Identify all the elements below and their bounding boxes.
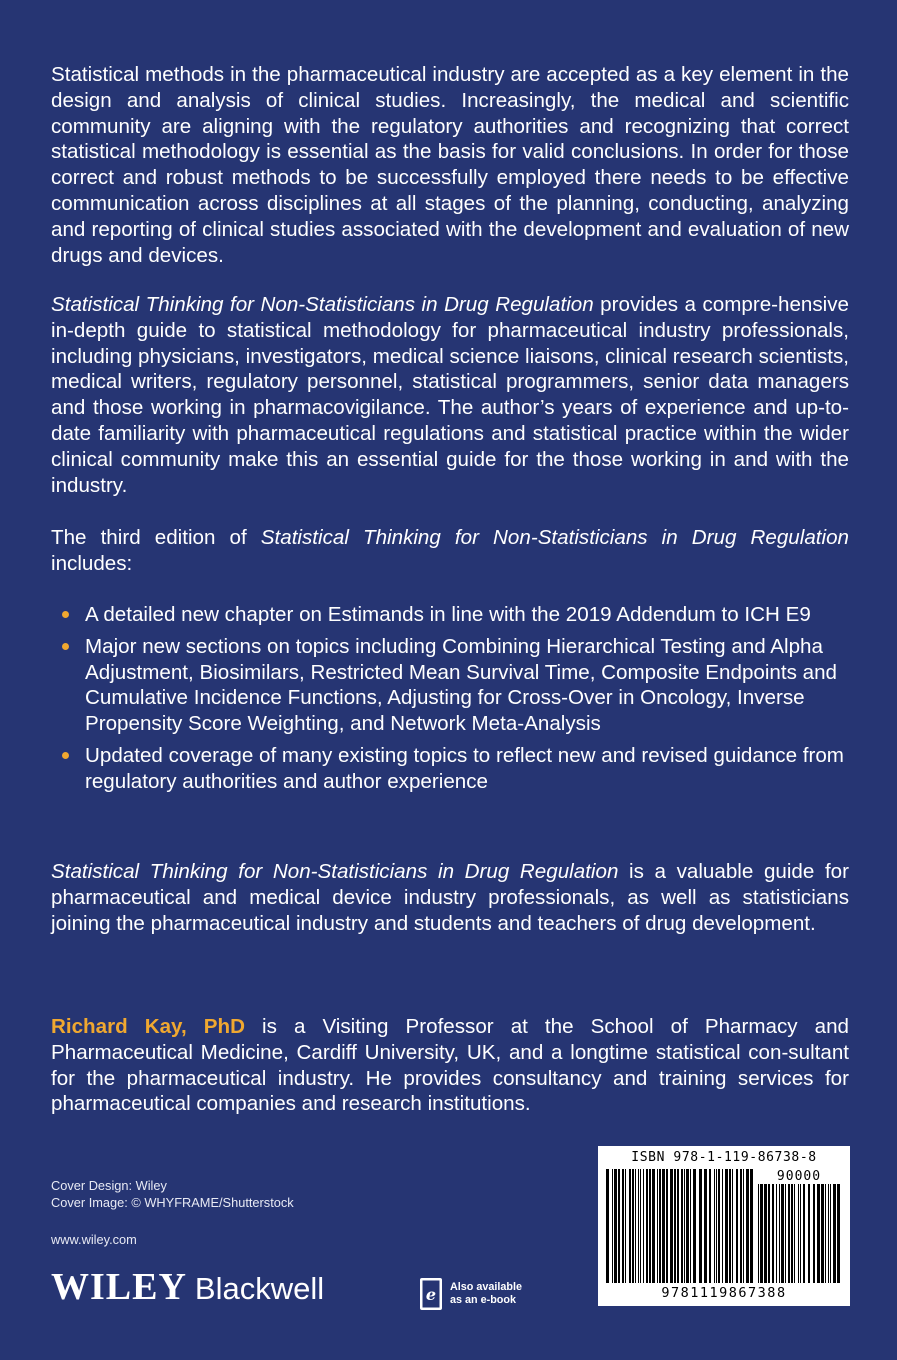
barcode-bar: [622, 1169, 624, 1283]
barcode-bar: [699, 1169, 702, 1283]
author-bio-paragraph: [51, 1014, 849, 1117]
barcode-bar: [821, 1184, 824, 1283]
barcode-bar: [618, 1169, 620, 1283]
ebook-badge: [418, 1277, 534, 1311]
author-bio-text: is a Visiting Professor at the School of Pharmacy and Pharmaceutical Medicine, Cardiff University, UK, and a longtime statistical con-sultant for the pharmaceutical industry. He provides consultancy and training services for pharmaceutical companies and research institutions.: [51, 1015, 849, 1116]
bullet-dot-icon: [62, 611, 69, 618]
barcode-bar: [686, 1169, 689, 1283]
description-text: provides a compre-hensive in-depth guide to statistical methodology for pharmaceutical industry professionals, including physicians, investigators, medical science liaisons, clinical research scientists, medical writers, regulatory personnel, statistical programmers, senior data managers and those working in pharmacovigilance. The author’s years of experience and up-to-date familiarity with pharmaceutical regulations and statistical practice within the wider clinical community make this an essential guide for the those working in and with the industry.: [51, 293, 849, 497]
author-name: Richard Kay, PhD: [51, 1015, 245, 1038]
barcode-bar: [690, 1169, 691, 1283]
summary-paragraph: [51, 859, 849, 936]
barcode-bar: [640, 1169, 641, 1283]
barcode-bar: [732, 1169, 733, 1283]
barcode-bar: [632, 1169, 634, 1283]
barcode-bar: [736, 1169, 738, 1283]
barcode-bar: [729, 1169, 731, 1283]
summary-text: is a valuable guide for pharmaceutical and medical device industry professionals, as well as statisticians joining the pharmaceutical industry and students and teachers of drug development.: [51, 860, 849, 935]
barcode-bar: [772, 1184, 774, 1283]
barcode-bar: [785, 1184, 786, 1283]
e-book-icon: [418, 1277, 444, 1311]
book-title-italic: Statistical Thinking for Non-Statisticians in Drug Regulation: [51, 860, 619, 883]
barcode-bar: [791, 1184, 793, 1283]
barcode-bar: [635, 1169, 636, 1283]
barcode-bar: [794, 1184, 795, 1283]
barcode-bar: [643, 1169, 644, 1283]
publisher-url[interactable]: www.wiley.com: [51, 1232, 137, 1247]
barcode-bar: [825, 1184, 826, 1283]
barcode-bar: [722, 1169, 723, 1283]
barcode-bar: [677, 1169, 679, 1283]
isbn-label: ISBN 978-1-119-86738-8: [631, 1150, 817, 1165]
barcode-bar: [740, 1169, 742, 1283]
barcode-bar: [606, 1169, 609, 1283]
cover-credits: [51, 1177, 294, 1211]
barcode-bar: [716, 1169, 717, 1283]
list-item-text: Major new sections on topics including Combining Hierarchical Testing and Alpha Adjustment, Biosimilars, Restricted Mean Survival Time, Composite Endpoints and Cumulative Incidence Functions, Adjusting for Cross-Over in Oncology, Inverse Propensity Score Weighting, and Network Meta-Analysis: [85, 634, 837, 736]
barcode-bar: [709, 1169, 711, 1283]
barcode-bar: [760, 1184, 763, 1283]
barcode-bar: [612, 1169, 613, 1283]
barcode-bar: [828, 1184, 829, 1283]
svg-text:e: e: [425, 1285, 437, 1304]
barcode-bar: [817, 1184, 820, 1283]
features-list: [62, 602, 852, 801]
edition-intro-start: The third edition of: [51, 526, 261, 549]
price-code: 90000: [776, 1169, 822, 1184]
list-item: [62, 634, 852, 737]
description-paragraph: [51, 292, 849, 498]
list-item: [62, 602, 852, 628]
barcode-bar: [768, 1184, 770, 1283]
edition-intro-paragraph: [51, 525, 849, 577]
barcode-bar: [666, 1169, 668, 1283]
barcode-bar: [830, 1184, 831, 1283]
barcode-bar: [808, 1184, 810, 1283]
barcode-bar: [758, 1184, 759, 1283]
barcode-bar: [693, 1169, 696, 1283]
barcode-bar: [704, 1169, 707, 1283]
barcode-bar: [803, 1184, 805, 1283]
list-item-text: A detailed new chapter on Estimands in line with the 2019 Addendum to ICH E9: [85, 603, 811, 626]
cover-image-credit: Cover Image: © WHYFRAME/Shutterstock: [51, 1195, 294, 1210]
intro-paragraph: [51, 62, 849, 268]
isbn-digits: 9781119867388: [661, 1285, 787, 1301]
book-title-italic: Statistical Thinking for Non-Statisticians in Drug Regulation: [260, 526, 849, 549]
barcode-bar: [714, 1169, 715, 1283]
barcode-bar: [614, 1169, 617, 1283]
barcode-bar: [670, 1169, 673, 1283]
main-barcode-bars: [606, 1169, 756, 1283]
barcode-bar: [625, 1169, 626, 1283]
blackwell-wordmark: Blackwell: [194, 1271, 325, 1306]
barcode-bar: [649, 1169, 651, 1283]
barcode-bar: [779, 1184, 780, 1283]
barcode-bar: [750, 1169, 753, 1283]
barcode-bar: [764, 1184, 767, 1283]
bullet-dot-icon: [62, 643, 69, 650]
barcode-bar: [718, 1169, 720, 1283]
barcode-bar: [813, 1184, 815, 1283]
barcode-bar: [638, 1169, 639, 1283]
barcode-bar: [659, 1169, 661, 1283]
intro-text: Statistical methods in the pharmaceutical industry are accepted as a key element in the design and analysis of clinical studies. Increasingly, the medical and scientific community are aligning with the regulatory authorities and recognizing that correct statistical methodology is essential as the basis for valid conclusions. In order for those correct and robust methods to be successfully employed there needs to be effective communication across disciplines at all stages of the planning, conducting, analyzing and reporting of clinical studies associated with the development and evaluation of new drugs and devices.: [51, 63, 849, 267]
barcode-bar: [746, 1169, 749, 1283]
list-item: [62, 743, 852, 795]
barcode-bar: [781, 1184, 784, 1283]
barcode-bar: [798, 1184, 799, 1283]
barcode-bar: [657, 1169, 658, 1283]
edition-intro-end: includes:: [51, 551, 133, 575]
bullet-dot-icon: [62, 752, 69, 759]
list-item-text: Updated coverage of many existing topics to reflect new and revised guidance from regulatory authorities and author experience: [85, 743, 844, 793]
book-title-italic: Statistical Thinking for Non-Statisticians in Drug Regulation: [51, 293, 594, 316]
barcode-bar: [743, 1169, 744, 1283]
barcode-bar: [776, 1184, 777, 1283]
wiley-wordmark: WILEY: [51, 1266, 187, 1308]
ebook-label: Also available as an e-book: [450, 1281, 523, 1306]
addon-barcode-bars: [758, 1184, 840, 1283]
barcode-bar: [652, 1169, 655, 1283]
barcode-bar: [837, 1184, 840, 1283]
barcode-bar: [662, 1169, 665, 1283]
barcode-bar: [629, 1169, 631, 1283]
cover-design-credit: Cover Design: Wiley: [51, 1178, 167, 1193]
barcode-bar: [684, 1169, 685, 1283]
barcode-bar: [646, 1169, 648, 1283]
barcode-bar: [674, 1169, 676, 1283]
barcode-bar: [681, 1169, 683, 1283]
barcode-bar: [800, 1184, 801, 1283]
wiley-blackwell-logo: [51, 1268, 324, 1306]
barcode-bar: [788, 1184, 790, 1283]
barcode-bar: [725, 1169, 728, 1283]
isbn-barcode: [598, 1146, 850, 1306]
barcode-bar: [833, 1184, 836, 1283]
